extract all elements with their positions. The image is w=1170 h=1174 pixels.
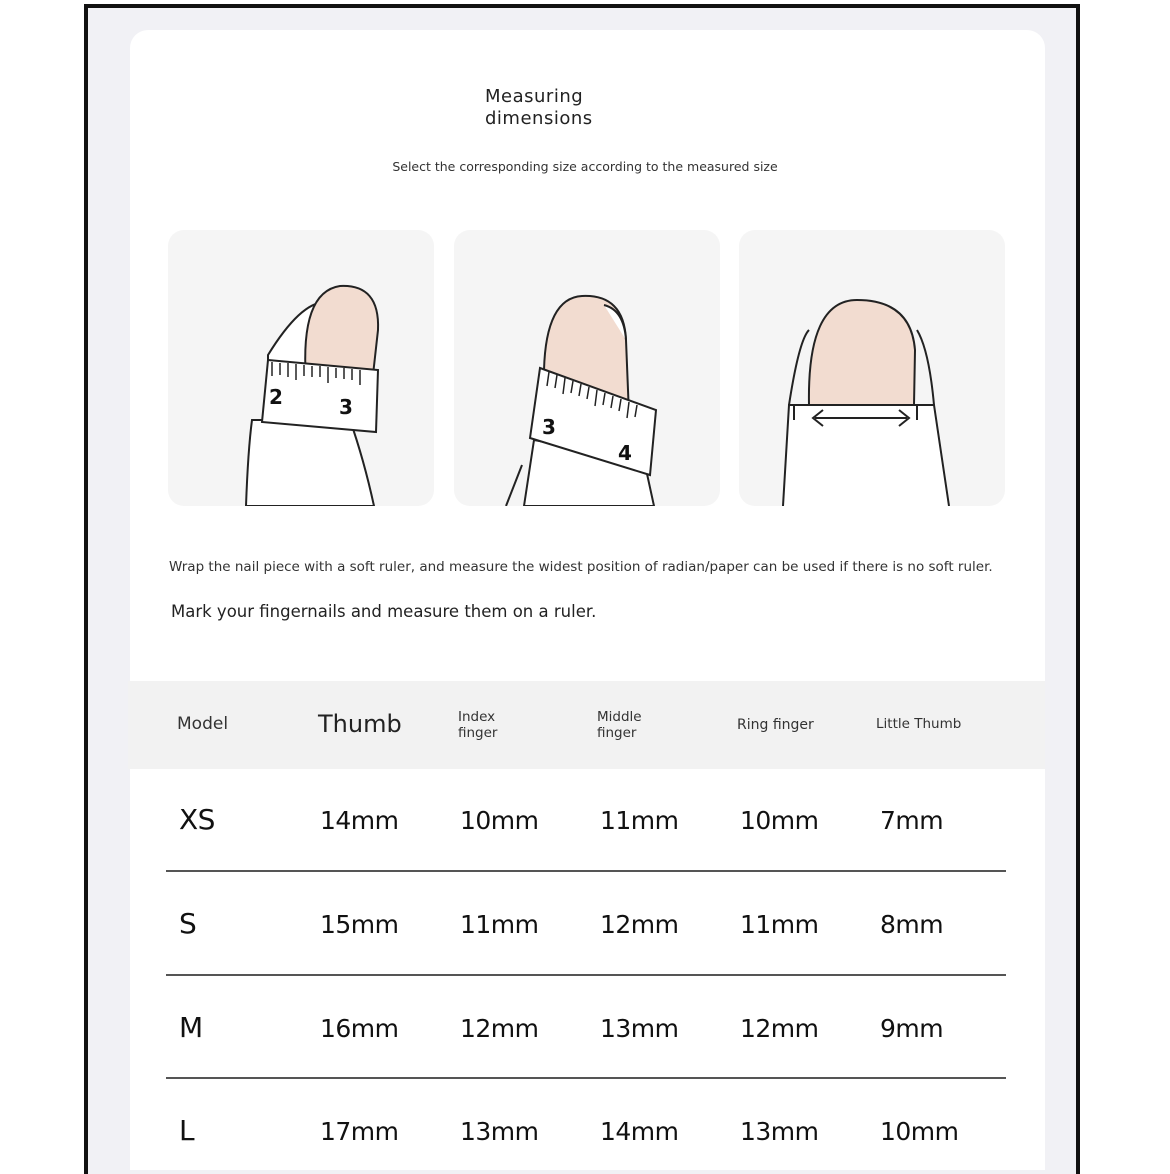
row-little: 7mm (880, 806, 944, 835)
row-middle: 13mm (600, 1014, 679, 1043)
row-little: 8mm (880, 910, 944, 939)
ruler-mark-2: 2 (269, 385, 283, 409)
row-middle: 12mm (600, 910, 679, 939)
row-model: L (179, 1114, 195, 1147)
header-middle-line2: finger (597, 725, 637, 741)
row-middle: 14mm (600, 1117, 679, 1146)
row-model: XS (179, 803, 215, 836)
header-thumb: Thumb (318, 710, 402, 738)
header-index-line1: Index (458, 709, 496, 725)
row-divider (166, 870, 1006, 872)
row-little: 10mm (880, 1117, 959, 1146)
measure-instruction-1: Wrap the nail piece with a soft ruler, and measure the widest position of radian/paper can be used if there is no soft ruler. (169, 559, 993, 575)
row-index: 11mm (460, 910, 539, 939)
thumb-with-ruler-icon (168, 230, 434, 506)
row-thumb: 14mm (320, 806, 399, 835)
row-model: S (179, 907, 197, 940)
row-ring: 13mm (740, 1117, 819, 1146)
row-index: 12mm (460, 1014, 539, 1043)
header-middle-line1: Middle (597, 709, 642, 725)
row-divider (166, 974, 1006, 976)
row-divider (166, 1077, 1006, 1079)
header-middle-finger (597, 709, 642, 741)
title-line-1: Measuring (485, 86, 584, 107)
row-model: M (179, 1011, 203, 1044)
row-thumb: 16mm (320, 1014, 399, 1043)
ruler-mark-3: 3 (339, 395, 353, 419)
row-little: 9mm (880, 1014, 944, 1043)
row-thumb: 15mm (320, 910, 399, 939)
header-index-line2: finger (458, 725, 498, 741)
row-ring: 12mm (740, 1014, 819, 1043)
ruler-mark-3b: 3 (542, 415, 556, 439)
ruler-mark-4: 4 (618, 441, 632, 465)
nail-width-arrow-icon (739, 230, 1005, 506)
header-little-thumb: Little Thumb (876, 716, 962, 732)
row-ring: 11mm (740, 910, 819, 939)
row-index: 10mm (460, 806, 539, 835)
row-index: 13mm (460, 1117, 539, 1146)
title-line-2: dimensions (485, 108, 593, 129)
header-model: Model (177, 714, 229, 734)
page-title (485, 86, 665, 130)
page-subtitle: Select the corresponding size according to the measured size (392, 159, 778, 174)
content-card (130, 30, 1045, 1170)
measure-instruction-2: Mark your fingernails and measure them on a ruler. (171, 602, 597, 621)
row-thumb: 17mm (320, 1117, 399, 1146)
row-ring: 10mm (740, 806, 819, 835)
header-ring-finger: Ring finger (737, 717, 814, 733)
row-middle: 11mm (600, 806, 679, 835)
finger-with-ruler-icon (454, 230, 720, 506)
header-index-finger (458, 709, 498, 741)
